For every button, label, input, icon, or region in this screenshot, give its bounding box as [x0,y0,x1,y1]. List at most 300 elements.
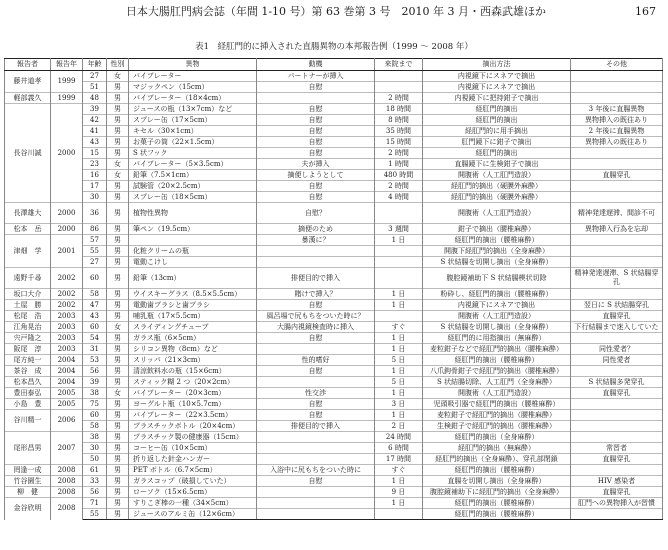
object-cell: 清涼飲料水の瓶（15×6cm） [129,366,257,377]
other-cell: 翌日に S 状結腸穿孔 [571,300,663,311]
arrival-cell: 24 時間 [375,432,423,443]
arrival-cell [375,203,423,224]
motive-cell [257,344,375,355]
motive-cell [257,509,375,520]
method-cell: 経肛門的摘出（全身麻酔） [423,432,571,443]
other-cell: S 状結腸多発穿孔 [571,377,663,388]
method-cell: 直腸を切開し摘出（全身麻酔） [423,476,571,487]
age-cell: 36 [83,203,107,224]
sex-cell: 女 [107,388,129,399]
motive-cell: 自慰 [257,192,375,203]
col-header-motive: 動機 [257,59,375,71]
table-row [5,410,663,421]
other-cell: 直腸穿孔 [571,388,663,399]
age-cell: 71 [83,498,107,509]
other-cell [571,82,663,93]
table-row [5,311,663,322]
arrival-cell: 1 時間 [375,159,423,170]
motive-cell: 夫が挿入 [257,159,375,170]
age-cell: 48 [83,93,107,104]
age-cell: 60 [83,268,107,289]
page-header [12,4,656,20]
method-cell: 経肛門的摘出（腰椎麻酔） [423,465,571,476]
arrival-cell: 9 日 [375,487,423,498]
reporter-cell: 坂口大介 [5,289,51,300]
col-header-other: その他 [571,59,663,71]
table-row [5,148,663,159]
motive-cell: 摘便のため [257,224,375,235]
method-cell: 経肛門的に用指摘出（無麻酔） [423,333,571,344]
sex-cell: 男 [107,148,129,159]
other-cell: 同性愛者 [571,355,663,366]
col-header-object: 異物 [129,59,257,71]
reporter-cell: 尾形昌男 [5,432,51,465]
object-cell: 哺乳瓶（17×5.5cm） [129,311,257,322]
year-cell: 2002 [51,300,83,311]
object-cell: スプレー缶（17×5cm） [129,115,257,126]
object-cell: ウイスキーグラス（8.5×5.5cm） [129,289,257,300]
reporter-cell: 阪尾 淳 [5,344,51,355]
other-cell [571,465,663,476]
case-report-table-container [4,58,662,520]
age-cell: 60 [83,410,107,421]
sex-cell: 男 [107,399,129,410]
table-row [5,443,663,454]
object-cell: スライディングチューブ [129,322,257,333]
age-cell: 50 [83,454,107,465]
table-row [5,181,663,192]
table-body [5,71,663,520]
arrival-cell [375,71,423,82]
reporter-cell: 軽部義久 [5,93,51,104]
age-cell: 33 [83,476,107,487]
method-cell: 経肛門的に用手摘出 [423,126,571,137]
table-row [5,192,663,203]
sex-cell: 男 [107,137,129,148]
motive-cell: 摘便しようとして [257,170,375,181]
table-row [5,268,663,289]
year-cell: 2003 [51,333,83,344]
method-cell: 開腹術（人工肛門造設） [423,388,571,399]
table-row [5,289,663,300]
arrival-cell: 2 時間 [375,148,423,159]
method-cell: 経肛門的摘出（腰椎麻酔） [423,235,571,246]
motive-cell: 自慰 [257,82,375,93]
age-cell: 38 [83,432,107,443]
object-cell: 化粧クリームの瓶 [129,246,257,257]
other-cell [571,333,663,344]
age-cell: 47 [83,300,107,311]
col-header-year: 報告年 [51,59,83,71]
method-cell: 開腹術（人工肛門造設） [423,170,571,181]
arrival-cell: 2 日 [375,421,423,432]
arrival-cell: 480 時間 [375,170,423,181]
sex-cell: 男 [107,289,129,300]
motive-cell: 自慰 [257,399,375,410]
object-cell: スティック糊 2 つ（20×2cm） [129,377,257,388]
motive-cell [257,454,375,465]
motive-cell: パートナーが挿入 [257,71,375,82]
method-cell: 経肛門的摘出 [423,115,571,126]
method-cell: 経肛門的摘出（腰椎麻酔） [423,498,571,509]
arrival-cell: 1 日 [375,289,423,300]
reporter-cell: 長澤雄大 [5,203,51,224]
sex-cell: 男 [107,377,129,388]
table-row [5,344,663,355]
reporter-cell: 長谷川誠 [5,104,51,203]
motive-cell [257,377,375,388]
year-cell: 1999 [51,71,83,93]
sex-cell: 男 [107,93,129,104]
method-cell: S 状結腸切除、人工肛門（全身麻酔） [423,377,571,388]
other-text: 精神発達遅滞、S 状結腸穿孔 [574,269,659,286]
age-cell: 27 [83,257,107,268]
other-cell [571,192,663,203]
sex-cell: 男 [107,476,129,487]
method-cell: 経肛門的摘出（腰椎麻酔） [423,355,571,366]
journal-citation: 日本大腸肛門病会誌（年間 1-10 号）第 63 巻第 3 号 2010 年 3 月・西森武雄ほか [125,5,546,18]
motive-cell: 自慰 [257,333,375,344]
motive-cell: 風呂場で尻もちをついた時に？ [257,311,375,322]
reporter-cell: 小島 豊 [5,399,51,410]
sex-cell: 男 [107,82,129,93]
table-row [5,377,663,388]
object-cell: バイブレーター（20×3cm） [129,388,257,399]
arrival-cell: 3 週間 [375,224,423,235]
age-cell: 53 [83,355,107,366]
motive-cell: 自慰 [257,366,375,377]
method-cell: 経肛門的摘出（腰椎麻酔） [423,509,571,520]
other-cell [571,159,663,170]
other-cell: 2 年後に直腸異物 [571,126,663,137]
age-cell: 15 [83,148,107,159]
col-header-arrival: 来院まで [375,59,423,71]
arrival-cell: 8 時間 [375,115,423,126]
object-cell: すりこぎ棒の一種（34×5cm） [129,498,257,509]
arrival-cell: 3 日 [375,399,423,410]
age-cell: 42 [83,115,107,126]
motive-cell: 性的嗜好 [257,355,375,366]
other-cell: 3 年後に直腸異物 [571,104,663,115]
other-cell: 直腸穿孔 [571,311,663,322]
other-cell [571,93,663,104]
sex-cell: 男 [107,487,129,498]
arrival-cell: 35 時間 [375,126,423,137]
year-cell: 2004 [51,377,83,388]
year-cell: 2007 [51,432,83,465]
table-row [5,399,663,410]
other-cell [571,366,663,377]
sex-cell: 男 [107,432,129,443]
other-cell [571,235,663,246]
motive-cell: 入浴中に尻もちをついた時に [257,465,375,476]
method-cell: 生検鉗子で経肛門的摘出（腰椎麻酔） [423,421,571,432]
table-row [5,509,663,520]
arrival-cell: 1 日 [375,235,423,246]
col-header-age: 年齢 [83,59,107,71]
method-cell: 経肛門的摘出 [423,104,571,115]
table-row [5,366,663,377]
method-cell: 開腹術（人工肛門造設） [423,203,571,224]
reporter-cell: 遠野千尋 [5,268,51,289]
arrival-cell: すぐ [375,465,423,476]
sex-cell: 女 [107,159,129,170]
reporter-cell: 松本 岳 [5,224,51,235]
sex-cell: 男 [107,366,129,377]
table-row [5,235,663,246]
arrival-cell: 2 時間 [375,181,423,192]
reporter-cell: 松尾 浩 [5,311,51,322]
sex-cell: 男 [107,235,129,246]
object-cell: バイブレーター（22×3.5cm） [129,410,257,421]
sex-cell: 男 [107,246,129,257]
table-row [5,421,663,432]
motive-cell: 大腸内視鏡検査時に挿入 [257,322,375,333]
object-cell: ジュースのアルミ缶（12×6cm） [129,509,257,520]
object-cell: バイブレーター（18×4cm） [129,93,257,104]
motive-cell [257,257,375,268]
table-row [5,355,663,366]
object-cell: お菓子の筒（22×1.5cm） [129,137,257,148]
col-header-method: 摘出方法 [423,59,571,71]
sex-cell: 男 [107,224,129,235]
sex-cell: 男 [107,443,129,454]
age-cell: 55 [83,246,107,257]
other-cell: 直腸穿孔 [571,454,663,465]
age-cell: 23 [83,159,107,170]
motive-cell: 自慰 [257,137,375,148]
method-cell: S 状結腸を切開し摘出（全身麻酔） [423,257,571,268]
method-cell: 肛門鏡下に鉗子で摘出 [423,137,571,148]
sex-cell: 男 [107,268,129,289]
other-cell: 肛門への異物挿入が習慣 [571,498,663,509]
other-cell: 直腸穿孔 [571,487,663,498]
motive-cell: 自慰 [257,104,375,115]
other-cell: HIV 感染者 [571,476,663,487]
table-row [5,170,663,181]
motive-cell: 排便目的で挿入 [257,268,375,289]
motive-cell: 性交渉 [257,388,375,399]
object-cell: 筆ペン（19.5cm） [129,224,257,235]
method-cell: S 状結腸を切開し摘出（全身麻酔） [423,322,571,333]
arrival-cell [375,268,423,289]
arrival-cell [375,311,423,322]
age-cell: 43 [83,311,107,322]
reporter-cell: 茶谷 成 [5,366,51,377]
table-caption: 表1 経肛門的に挿入された直腸異物の本邦報告例（1999 ～ 2008 年） [195,42,473,52]
method-cell: 麦粒鉗子などで経肛門的摘出（腰椎麻酔） [423,344,571,355]
col-header-sex: 性別 [107,59,129,71]
other-cell [571,289,663,300]
page-number: 167 [635,5,656,18]
age-cell: 41 [83,126,107,137]
arrival-cell: 1 日 [375,344,423,355]
age-cell: 30 [83,443,107,454]
object-cell: バイブレーター（5×3.5cm） [129,159,257,170]
object-cell: PET ボトル（6.7×5cm） [129,465,257,476]
method-cell: 粉砕し、経肛門的摘出（腰椎麻酔） [423,289,571,300]
motive-cell [257,487,375,498]
sex-cell: 男 [107,203,129,224]
arrival-cell: 1 日 [375,388,423,399]
other-cell [571,71,663,82]
other-cell [571,257,663,268]
table-row [5,454,663,465]
other-cell: 異物挿入の既往あり [571,137,663,148]
col-header-reporter: 報告者 [5,59,51,71]
sex-cell: 男 [107,344,129,355]
reporter-cell: 柳 健 [5,487,51,498]
year-cell: 2003 [51,311,83,322]
method-cell: 経肛門的摘出（無麻酔） [423,443,571,454]
arrival-cell [375,82,423,93]
arrival-cell: 15 時間 [375,137,423,148]
sex-cell: 女 [107,170,129,181]
object-cell: スプレー缶（18×5cm） [129,192,257,203]
motive-cell: 自慰 [257,126,375,137]
motive-cell [257,498,375,509]
age-cell: 75 [83,399,107,410]
other-cell: 下行結腸まで迷入していた [571,322,663,333]
arrival-cell: 6 時間 [375,443,423,454]
method-cell: 麦粒鉗子で経肛門的摘出（腰椎麻酔） [423,410,571,421]
table-row [5,246,663,257]
other-cell: 常習者 [571,443,663,454]
sex-cell: 男 [107,333,129,344]
sex-cell: 男 [107,421,129,432]
object-cell: コーヒー缶（10×5cm） [129,443,257,454]
arrival-cell: 1 日 [375,300,423,311]
sex-cell: 男 [107,192,129,203]
sex-cell: 男 [107,257,129,268]
method-cell: 経肛門的摘出（全身麻酔）、穿孔部閉鎖 [423,454,571,465]
motive-cell: 排便目的で挿入 [257,421,375,432]
age-cell: 30 [83,192,107,203]
object-cell: バイブレーター [129,71,257,82]
table-row [5,322,663,333]
reporter-cell: 竹谷園生 [5,476,51,487]
method-cell: 八爪鉤骨鉗子で経肛門的摘出（腰椎麻酔） [423,366,571,377]
sex-cell: 男 [107,355,129,366]
other-cell [571,509,663,520]
arrival-cell: 5 日 [375,355,423,366]
age-cell: 27 [83,71,107,82]
arrival-cell: すぐ [375,322,423,333]
year-cell: 2005 [51,388,83,399]
other-cell [571,410,663,421]
object-cell: ローソク（15×6.5cm） [129,487,257,498]
object-cell: S 状フック [129,148,257,159]
object-cell: マジックペン（15cm） [129,82,257,93]
sex-cell: 男 [107,300,129,311]
object-cell: 折り返した針金ハンガー [129,454,257,465]
motive-cell: 自慰 [257,476,375,487]
reporter-cell: 罔逢一成 [5,465,51,476]
table-row [5,257,663,268]
arrival-cell: 1 日 [375,333,423,344]
age-cell: 56 [83,366,107,377]
age-cell: 39 [83,104,107,115]
object-cell: 電動歯ブラシと歯ブラシ [129,300,257,311]
reporter-cell: 藤井道孝 [5,71,51,93]
table-row [5,333,663,344]
other-cell [571,181,663,192]
arrival-cell: 1 日 [375,366,423,377]
other-text: 精神発達遅滞、間診不可 [578,208,655,217]
method-cell: 開腹術（人工肛門造設） [423,311,571,322]
table-row [5,137,663,148]
age-cell: 58 [83,289,107,300]
arrival-cell: 1 日 [375,410,423,421]
arrival-cell: 17 時間 [375,454,423,465]
table-row [5,300,663,311]
object-cell: 試験管（20×2.5cm） [129,181,257,192]
reporter-cell: 尾方純一 [5,355,51,366]
other-cell: 同性愛者？ [571,344,663,355]
age-cell: 86 [83,224,107,235]
object-cell: スリッパ（21×3cm） [129,355,257,366]
object-cell [129,235,257,246]
table-header-row [5,59,663,71]
year-cell: 2001 [51,235,83,268]
reporter-cell: 松本昌久 [5,377,51,388]
motive-cell: 自慰 [257,300,375,311]
sex-cell: 男 [107,410,129,421]
method-cell: 児頭吸引器で経肛門的摘出（腰椎麻酔） [423,399,571,410]
method-cell: 腹腔鏡補助下 S 状結腸楔状切除 [423,268,571,289]
motive-cell: 自慰 [257,115,375,126]
motive-cell [257,432,375,443]
arrival-cell: 5 日 [375,377,423,388]
reporter-cell: 宍戸隆之 [5,333,51,344]
table-row [5,203,663,224]
other-cell [571,268,663,289]
method-cell: 経肛門的摘出 [423,148,571,159]
sex-cell: 男 [107,115,129,126]
motive-cell: 自慰 [257,181,375,192]
year-cell: 2008 [51,465,83,476]
year-cell: 2004 [51,355,83,366]
method-cell: 経肛門的摘出（硬膜外麻酔） [423,192,571,203]
reporter-cell: 江角晃治 [5,322,51,333]
motive-cell: 自慰 [257,410,375,421]
sex-cell: 男 [107,181,129,192]
year-cell: 2008 [51,487,83,498]
sex-cell: 男 [107,509,129,520]
motive-cell: 賭けで挿入？ [257,289,375,300]
other-cell: 異物挿入行為を忘却 [571,224,663,235]
method-cell: 内視鏡下に把持鉗子で摘出 [423,93,571,104]
object-cell: ガラスコップ（破損していた） [129,476,257,487]
age-cell: 51 [83,82,107,93]
table-row [5,126,663,137]
sex-cell: 男 [107,104,129,115]
method-cell: 鉗子で摘出（腰椎麻酔） [423,224,571,235]
age-cell: 43 [83,137,107,148]
table-row [5,498,663,509]
reporter-cell: 土屋 勝 [5,300,51,311]
arrival-cell [375,509,423,520]
sex-cell: 女 [107,322,129,333]
method-cell: 内視鏡下にスネアで摘出 [423,300,571,311]
other-cell: 直腸穿孔 [571,170,663,181]
other-cell [571,421,663,432]
age-cell: 17 [83,181,107,192]
sex-cell: 男 [107,454,129,465]
method-cell: 経肛門的摘出（硬膜外麻酔） [423,181,571,192]
motive-cell [257,443,375,454]
year-cell: 2006 [51,410,83,432]
